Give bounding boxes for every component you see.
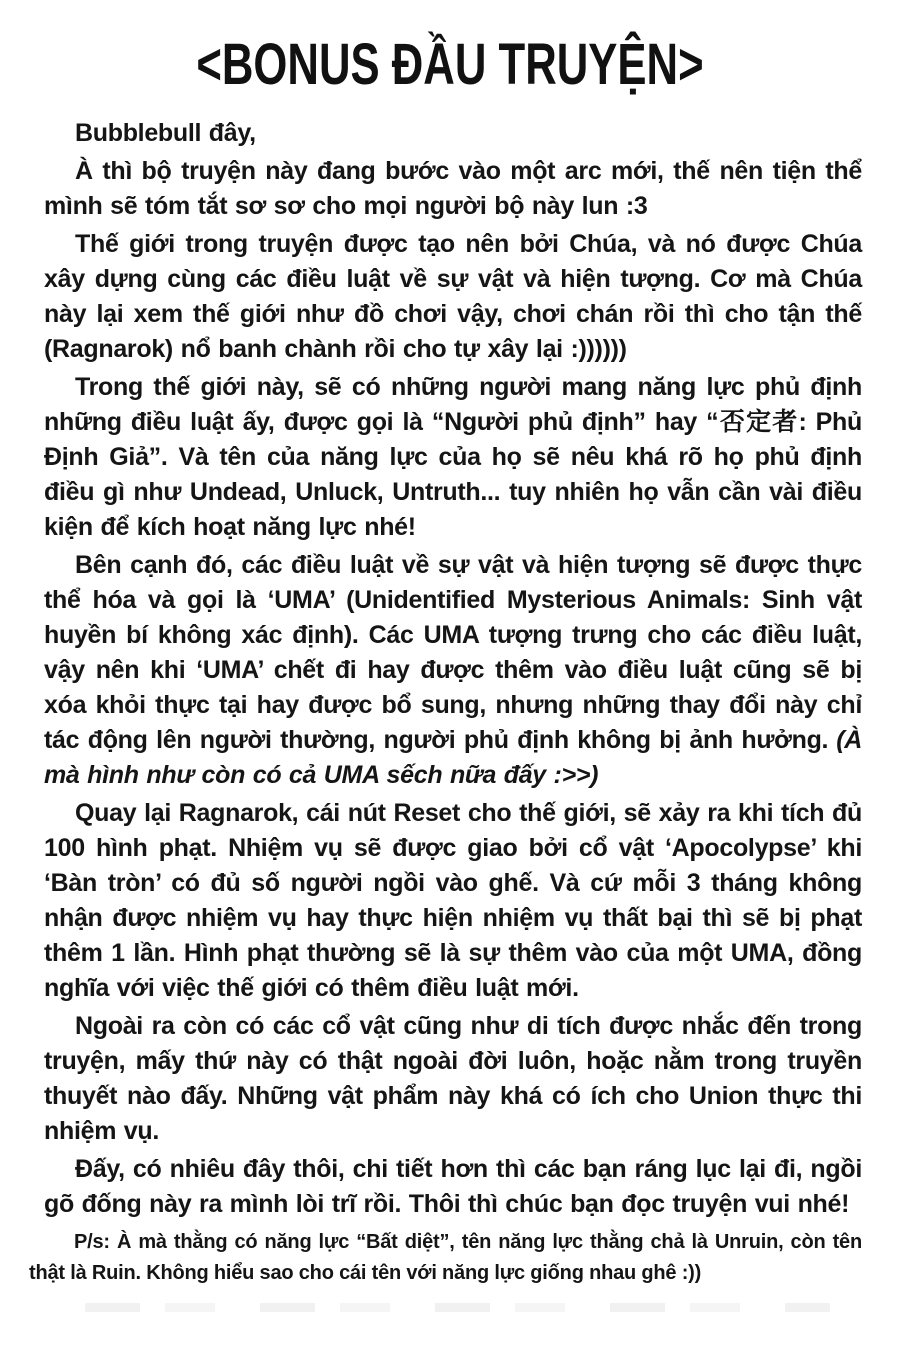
- document-page: [0, 30, 900, 1348]
- note-body: [0, 116, 900, 1289]
- paragraph-greeting: [44, 116, 862, 151]
- faint-cutoff-text: [85, 1303, 830, 1312]
- paragraph-world-god: [44, 227, 862, 367]
- page-title: <BONUS ĐẦU TRUYỆN>: [196, 30, 704, 97]
- paragraph-artifacts: [44, 1009, 862, 1149]
- paragraph-text: À thì bộ truyện này đang bước vào một arc mới, thế nên tiện thể mình sẽ tóm tắt sơ sơ cho mọi người bộ này lun :3: [44, 157, 862, 220]
- paragraph-closing: [44, 1152, 862, 1222]
- paragraph-negators: [44, 370, 862, 545]
- paragraph-text: Đấy, có nhiêu đây thôi, chi tiết hơn thì các bạn ráng lục lại đi, ngồi gõ đống này ra mình lòi trĩ rồi. Thôi thì chúc bạn đọc truyện vui nhé!: [44, 1155, 862, 1218]
- paragraph-uma: [44, 548, 862, 793]
- paragraph-text: Quay lại Ragnarok, cái nút Reset cho thế giới, sẽ xảy ra khi tích đủ 100 hình phạt. Nhiệm vụ sẽ được giao bởi cổ vật ‘Apocolypse’ khi ‘Bàn tròn’ có đủ số người ngồi vào ghế. Và cứ mỗi 3 tháng không nhận được nhiệm vụ hay thực hiện nhiệm vụ thất bại thì sẽ bị phạt thêm 1 lần. Hình phạt thường sẽ là sự thêm vào của một UMA, đồng nghĩa với việc thế giới có thêm điều luật mới.: [44, 799, 862, 1002]
- postscript-note: P/s: À mà thằng có năng lực “Bất diệt”, tên năng lực thằng chả là Unruin, còn tên thật là Ruin. Không hiểu sao cho cái tên với năng lực giống nhau ghê :)): [29, 1231, 862, 1284]
- paragraph-text: Ngoài ra còn có các cổ vật cũng như di tích được nhắc đến trong truyện, mấy thứ này có thật ngoài đời luôn, hoặc nằm trong truyền thuyết nào đấy. Những vật phẩm này khá có ích cho Union thực thi nhiệm vụ.: [44, 1012, 862, 1145]
- paragraph-text: Bubblebull đây,: [75, 119, 256, 147]
- paragraph-text: Bên cạnh đó, các điều luật về sự vật và hiện tượng sẽ được thực thể hóa và gọi là ‘UMA’ (Unidentified Mysterious Animals: Sinh vật huyền bí không xác định). Các UMA tượng trưng cho các điều luật, vậy nên khi ‘UMA’ chết đi hay được thêm vào điều luật cũng sẽ bị xóa khỏi thực tại hay được bổ sung, nhưng những thay đổi này chỉ tác động lên người thường, người phủ định không bị ảnh hưởng.: [44, 551, 862, 754]
- paragraph-text: Thế giới trong truyện được tạo nên bởi Chúa, và nó được Chúa xây dựng cùng các điều luật về sự vật và hiện tượng. Cơ mà Chúa này lại xem thế giới như đồ chơi vậy, chơi chán rồi thì cho tận thế (Ragnarok) nổ banh chành rồi cho tự xây lại :)))))): [44, 230, 862, 363]
- paragraph-intro: [44, 154, 862, 224]
- paragraph-italic-aside: (À mà hình như còn có cả UMA sếch nữa đấy :>>): [44, 726, 862, 789]
- paragraph-text: Trong thế giới này, sẽ có những người mang năng lực phủ định những điều luật ấy, được gọi là “Người phủ định” hay “否定者: Phủ Định Giả”. Và tên của năng lực của họ sẽ nêu khá rõ họ phủ định điều gì như Undead, Unluck, Untruth... tuy nhiên họ vẫn cần vài điều kiện để kích hoạt năng lực nhé!: [44, 373, 862, 541]
- paragraph-ragnarok: [44, 796, 862, 1006]
